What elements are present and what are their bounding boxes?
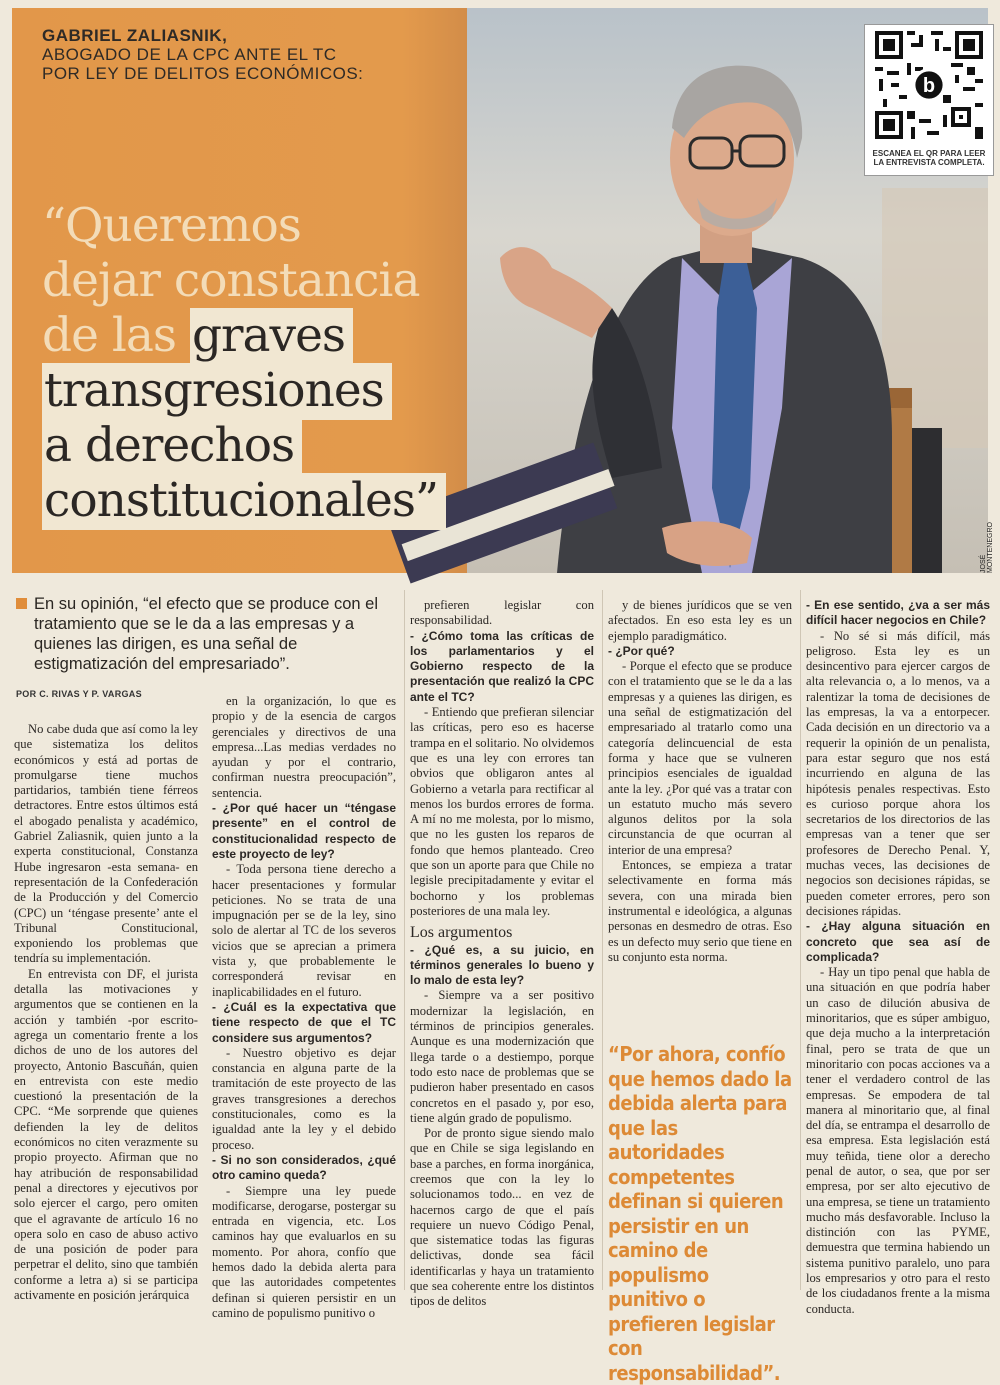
qr-code-box[interactable] [864,24,994,176]
paragraph: - Siempre una ley puede modificarse, derogarse, postergar su entrada en vigencia, etc. Los caminos hay que evaluarlos en su momento. Por ahora, confío que hemos dado la debida alerta para que las autoridades competentes definan si quieren persistir en un camino de populismo punitivo o [212,1183,396,1320]
deck-square-icon [16,598,27,609]
byline: POR C. RIVAS Y P. VARGAS [16,689,142,699]
deck [16,594,391,674]
headline-line3 [42,308,502,363]
paragraph: en la organización, lo que es propio y de la esencia de cargos gerenciales y directivos de una empresa...Las medias verdades no ayudan y por el contrario, confirman nuestra preocupación”, sentencia. [212,694,396,800]
paragraph: - Hay un tipo penal que habla de una situación en que podría haber un caso de dilución abusiva de minoritarios, que es súper ambiguo, que deja mucho a la interpretación final, pero se trata de que un minoritario con pocas acciones va a tener el verdadero control de las empresas. Se empodera de tal manera al minoritario que, al final del día, se entrampa el desarrollo de esa empresa. Esta legislación está muy teñida, tiene olor a derecho penal de autor, o sea, que por ser empresa, por ser alto ejecutivo de una empresa, se tiene un tratamiento mucho más desfavorable. Incluso la distinción con las PYME, demuestra que termina habiendo un sistema punitivo paralelo, uno para los empresarios y otro para el resto de los ciudadanos frente a la misma conducta. [806,965,990,1316]
paragraph: En entrevista con DF, el jurista detalla las motivaciones y argumentos que se contienen en la acción y también -por escrito- agrega un comentario frente a los dichos de uno de los autores del proyecto, Antonio Bascuñán, quien en entrevista con este medio cuestionó la presentación de la CPC. “Me sorprende que quienes defienden la ley de delitos económicos no citen verazmente su propio proyecto. Afirman que no hay atribución de responsabilidad penal a directores y ejecutivos por solo ejercer el cargo, pero omiten que el agravante de artículo 16 no opera solo en caso de abuso activo de una posición de poder para perpetrar el delito, sino que también conforme a letra a) si se participa activamente en posición jerárquica [14,966,198,1302]
interview-question: - ¿Cuál es la expectativa que tiene respecto de que el TC considere sus argumentos? [212,999,396,1045]
interview-question: - Si no son considerados, ¿qué otro camino queda? [212,1152,396,1183]
interviewee-name: GABRIEL ZALIASNIK, [42,26,228,45]
interviewee-role-line1: ABOGADO DE LA CPC ANTE EL TC [42,45,337,64]
article-column-1 [14,722,198,1303]
pull-quote: “Por ahora, confío que hemos dado la debida alerta para que las autoridades competentes definan si quieren persistir en un camino de populismo punitivo o prefieren legislar con responsabilidad”. [608,1042,792,1385]
interview-question: - ¿Qué es, a su juicio, en términos generales lo bueno y lo malo de esta ley? [410,942,594,988]
qr-code-icon [875,31,983,139]
article-column-4 [608,598,792,965]
column-rule [800,590,801,1290]
paragraph: Por de pronto sigue siendo malo que en Chile se siga legislando en base a parches, en forma inorgánica, creemos que con la ley lo solucionamos todo... en vez de hacernos cargo de que el país requiere un nuevo Código Penal, que sistematice todas las figuras delictivas, donde sea fácil identificarlas y haya un tratamiento que sea coherente entre los distintos tipos de delitos [410,1126,594,1309]
paragraph: - Entiendo que prefieran silenciar las críticas, pero eso es hacerse trampa en el solitario. No olvidemos que es una ley con errores tan obvios que obligaron antes al Gobierno a vetarla para rectificar al menos los burdos errores de forma. A mí no me molesta, por lo mismo, que no les gusten los reparos de fondo que hemos planteado. Creo que son un aporte para que Chile no legisle precipitadamente y evitar el bochorno y los problemas posteriores de una mala ley. [410,705,594,918]
headline-line3-pre: de las [42,308,190,363]
column-rule [602,590,603,1290]
interview-question: - En ese sentido, ¿va a ser más difícil hacer negocios en Chile? [806,598,990,628]
qr-caption: ESCANEA EL QR PARA LEER LA ENTREVISTA COMPLETA. [872,149,986,167]
interview-question: - ¿Cómo toma las críticas de los parlamentarios y el Gobierno respecto de la presentación que realizó la CPC ante el TC? [410,628,594,704]
paragraph: - Siempre va a ser positivo modernizar la legislación, en términos de principios generales. Aunque es una modernización que llega tarde o a destiempo, porque todo esto nace de problemas que se pudieron haber presentado en casos concretos en el pasado y, por eso, tiene algún grado de populismo. [410,988,594,1125]
hero-banner [12,8,994,573]
interview-question: - ¿Por qué? [608,643,675,658]
photo-credit: JOSÉ MONTENEGRO [980,522,994,573]
interview-question: - ¿Hay alguna situación en concreto que sea así de complicada? [806,919,990,964]
svg-text:b: b [922,75,936,98]
paragraph: - Porque el efecto que se produce con el tratamiento que se le da a las empresas y a quienes las dirigen, es una señal de estigmatización del empresariado al tratarlo como una categoría delincuencial de esta forma y hace que se vulneren principios esenciales de igualdad ante la ley. ¿Por qué vas a tratar con un estatuto mucho más severo algunos delitos por la sola circunstancia de que ocurran al interior de una empresa? [608,659,792,857]
paragraph: - Nuestro objetivo es dejar constancia en alguna parte de la tramitación de este proyecto de las graves transgresiones a derechos constitucionales, como es la igualdad ante la ley y el debido proceso. [212,1045,396,1152]
deck-text: En su opinión, “el efecto que se produce con el tratamiento que se le da a las empresas y a quienes las dirigen, es una señal de estigmatización del empresariado”. [34,595,378,673]
headline-line5: a derechos [42,418,502,473]
article-column-3 [410,598,594,1310]
column-rule [404,590,405,1290]
headline-highlight-graves: graves [190,308,353,365]
interviewee-kicker [42,26,482,83]
headline-line1: “Queremos [42,198,301,253]
paragraph: y de bienes jurídicos que se ven afectados. En eso esta ley es un ejemplo paradigmático. [608,598,792,643]
paragraph: - Toda persona tiene derecho a hacer presentaciones y formular peticiones. No se trata de una impugnación per se de la ley, sino solo de alertar al TC de los severos vicios que se aprecian a primera vista y, que probablemente le corresponderá revisar en inaplicabilidades en el futuro. [212,862,396,999]
interview-question: - ¿Por qué hacer un “téngase presente” en el control de constitucionalidad respecto de este proyecto de ley? [212,801,396,861]
interviewee-role-line2: POR LEY DE DELITOS ECONÓMICOS: [42,64,364,83]
article-column-2 [212,694,396,1321]
headline-line6: constitucionales” [42,473,502,528]
section-subhead: Los argumentos [410,924,513,942]
headline-line2: dejar constancia [42,253,420,308]
headline [42,198,502,528]
paragraph: - No sé si más difícil, más peligroso. Esta ley es un desincentivo para ejercer cargos de alta relevancia o, a lo menos, va a ralentizar la toma de decisiones de las empresas, la va a entorpecer. Cada decisión en un directorio va a requerir la opinión de un penalista, para estar seguro que nos está incurriendo en alguna de las hipótesis penales respectivas. Esto es curioso porque ahora los secretarios de los directorios de las empresas van a tener que ser profesores de Derecho Penal. Y, muchas veces, las decisiones de negocios son decisiones rápidas, se pueden cometer errores, pero son decisiones rápidas. [806,628,990,918]
paragraph: No cabe duda que así como la ley que sistematiza los delitos económicos y está ad portas de promulgarse tiene muchos partidarios, también tiene férreos detractores. Entre estos últimos está el abogado penalista y académico, Gabriel Zaliasnik, quien junto a la experta constitucional, Constanza Hube ingresaron -esta semana- en representación de la Confederación de la Producción y del Comercio (CPC) un ‘téngase presente’ ante el Tribunal Constitucional, exponiendo los problemas que tendría su implementación. [14,722,198,966]
headline-line4: transgresiones [42,363,502,418]
article-column-5 [806,598,990,1317]
paragraph: Entonces, se empieza a tratar selectivamente en forma más severa, con una mirada bien instrumental e ideológica, a algunas personas en desmedro de otras. Eso es un defecto muy serio que tiene en su conjunto esta norma. [608,858,792,964]
paragraph: prefieren legislar con responsabilidad. [410,598,594,628]
